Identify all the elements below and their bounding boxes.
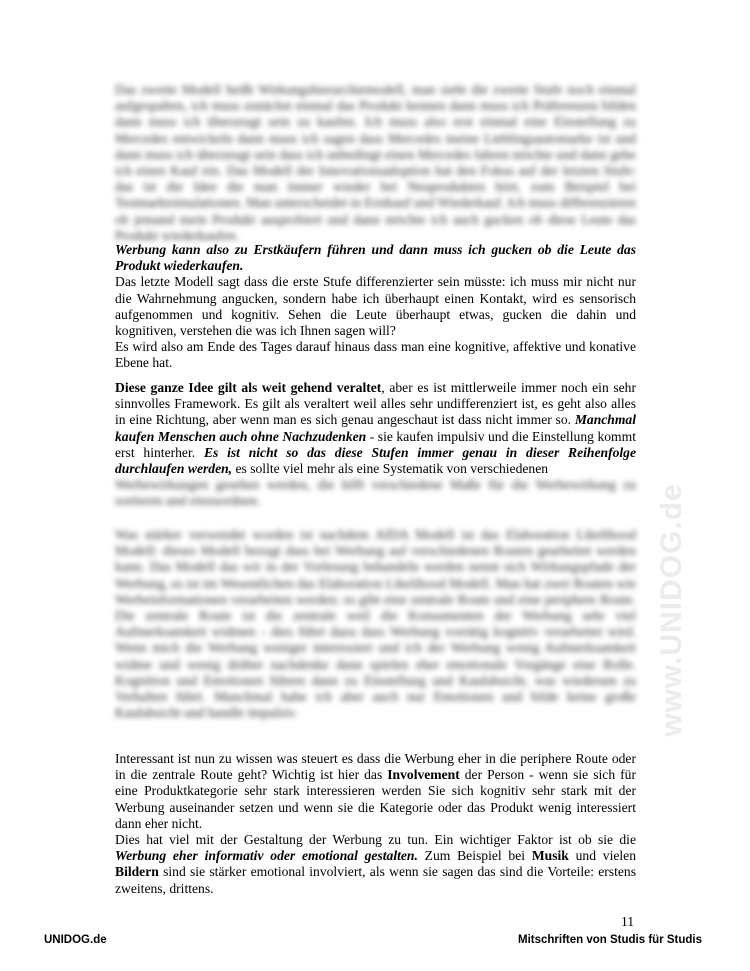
emphasis-impulse-buying: Manchmal kaufen Menschen auch ohne Nachzudenken: [115, 412, 636, 444]
bold-music: Musik: [531, 848, 569, 864]
footer-site-name: UNIDOG.de: [44, 934, 107, 946]
paragraph-first-buyers: [115, 242, 636, 372]
paragraph-text: Das letzte Modell sagt dass die erste Stufe differenzierter sein müsste: ich muss mir nicht nur die Wahrnehmung angucken, sondern habe ich überhaupt einen Kontakt, wird es sensorisch aufgenommen und kognitiv. Sehen die Leute überhaupt etwas, gucken die dahin und kognitiven, verstehen die was ich Ihnen sagen will?: [115, 274, 636, 339]
emphasis-informative-emotional: Werbung eher informativ oder emotional gestalten.: [115, 848, 418, 864]
paragraph-text: Es wird also am Ende des Tages darauf hinaus dass man eine kognitive, affektive und konative Ebene hat.: [115, 339, 636, 371]
blurred-line: Werbewirkungen gesehen werden, die hilft verschiedene Maße für die Werbewirkung zu sortieren und einzuordnen.: [115, 477, 636, 509]
paragraph-involvement: Interessant ist nun zu wissen was steuert es dass die Werbung eher in die periphere Route oder in die zentrale Route geht? Wichtig ist hier das Involvement der Person - wenn sie sich für eine Produktkategorie sehr stark interessieren werden Sie sich kognitiv sehr stark mit der Werbung auseinander setzen und wenn sie die Kategorie oder das Produkt wenig interessiert dann eher nicht. Dies hat viel mit der Gestaltung der Werbung zu tun. Ein wichtiger Faktor ist ob sie die Werbung eher informativ oder emotional gestalten. Zum Beispiel bei Musik und vielen Bildern sind sie stärker emotional involviert, als wenn sie sagen das sind die Vorteile: erstens zweitens, drittens.: [115, 751, 636, 896]
page-number: 11: [621, 914, 635, 929]
bold-outdated-idea: Diese ganze Idee gilt als weit gehend veraltet: [115, 380, 382, 395]
footer-slogan: Mitschriften von Studis für Studis: [517, 934, 702, 946]
emphasis-first-buyers: Werbung kann also zu Erstkäufern führen und dann muss ich gucken ob die Leute das Produkt wiederkaufen.: [115, 242, 636, 274]
blurred-paragraph-top: Das zweite Modell heißt Wirkungshierarchiemodell, man sieht die zweite Stufe noch einmal aufgespalten, ich muss zunächst einmal das Produkt kennen dann muss ich Präferenzen bilden dann muss ich überzeugt sein zu kaufen. Ich muss also erst einmal eine Einstellung zu Mercedes entwickeln dann muss ich sagen dass Mercedes meine Lieblingsautomarke ist und dann muss ich überzeugt sein dass ich unbedingt einen Mercedes fahren möchte und dann gehe ich einen Kauf ein. Das Modell der Innovationsadoption hat den Fokus auf der letzten Stufe: das ist die Idee die man immer wieder bei Neuprodukten hört, zum Beispiel bei Testmarktsimulationen. Man unterscheidet in Erstkauf und Wiederkauf. Ich muss differenzieren ob jemand mein Produkt ausprobiert und dann möchte ich auch gucken ob diese Leute das Produkt wiederkaufen.: [115, 82, 636, 243]
watermark: www.UNIDOG.de: [655, 483, 688, 737]
bold-involvement: Involvement: [387, 767, 460, 783]
bold-images: Bildern: [115, 864, 159, 880]
blurred-paragraph-elm: Was stärker verwendet worden ist nachdem AIDA Modell ist das Elaboration Likelihood Modell: dieses Modell bezugt dass bei Werbung auf verschiedenen Routen gearbeitet werden kann. Das Modell das wir in der Vorlesung behandeln werden nennt sich Wirkungspfade der Werbung, es ist im Wesentlichen das Elaboration Likelihood Modell. Man hat zwei Routen wie Werbeinformationen verarbeiten werden: es gibt eine zentrale Route und eine periphere Route. Die zentrale Route ist die zentrale weil die Konsumenten der Werbung sehr viel Aufmerksamkeit widmen - dies führt dazu dass Werbung vorrätig kognitiv verarbeitet wird. Wenn mich die Werbung weniger interessiert und ich der Werbung wenig Aufmerksamkeit widme und wenig drüber nachdenke dann spielen eher emotionale Vorgänge eine Rolle. Kognition und Emotionen führen dann zu Einstellung und Kaufabsicht, was wiederum zu Verhalten führt. Manchmal habe ich aber auch nur Emotionen und bilde keine große Kaufabsicht und handle impulsiv.: [115, 527, 636, 721]
emphasis-stage-order: Es ist nicht so das diese Stufen immer genau in dieser Reihenfolge durchlaufen werden,: [115, 444, 637, 477]
paragraph-outdated-idea: Diese ganze Idee gilt als weit gehend veraltet, aber es ist mittlerweile immer noch ein sehr sinnvolles Framework. Es gilt als veraltert weil alles sehr undifferenziert ist, es geht also alles in eine Richtung, aber wenn man es sich genau angeschaut ist dass nicht immer so. Manchmal kaufen Menschen auch ohne Nachzudenken - sie kaufen impulsiv und die Einstellung kommt erst hinterher. Es ist nicht so das diese Stufen immer genau in dieser Reihenfolge durchlaufen werden, es sollte viel mehr als eine Systematik von verschiedenen Werbewirkungen gesehen werden, die hilft verschiedene Maße für die Werbewirkung zu sortieren und einzuordnen.: [115, 380, 637, 509]
